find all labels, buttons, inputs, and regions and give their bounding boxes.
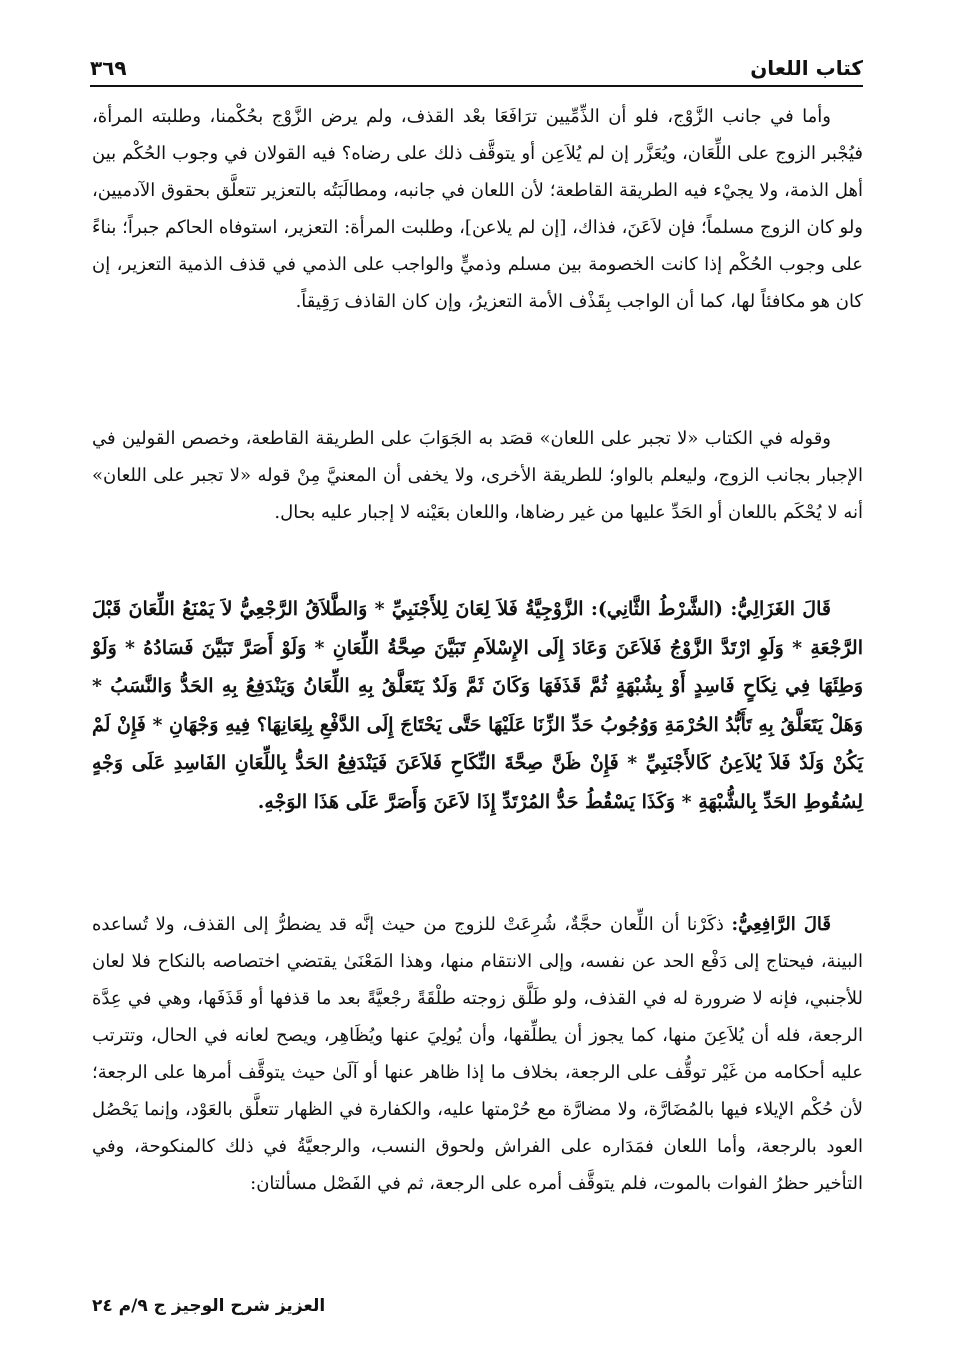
rafii-speaker-label: قَالَ الرَّافِعِيُّ:	[731, 914, 831, 935]
paragraph-1	[92, 98, 863, 398]
running-header	[90, 40, 863, 80]
paragraph-2-text: وقوله في الكتاب «لا تجبر على اللعان» قصَد به الجَوَابَ على الطريقة القاطعة، وخصص القولين في الإجبار بجانب الزوج، وليعلم بالواو؛ للطريقة الأخرى، ولا يخفى أن المعنيَّ مِنْ قوله «لا تجبر على اللعان» أنه لا يُحْكَم باللعان أو الحَدِّ عليها من غير رضاها، واللعان بعَيْنه لا إجبار عليه بحال.	[92, 428, 863, 523]
header-divider	[90, 85, 863, 87]
footer-signature: العزيز شرح الوجيز ج ٩/م ٢٤	[92, 1296, 326, 1316]
paragraph-2	[92, 420, 863, 580]
ghazali-speaker-label: قَالَ الغَزَالِيُّ:	[730, 598, 831, 620]
ghazali-matn-text: (الشَّرْطُ الثَّانِي): الزَّوْجِيَّةُ فَلاَ لِعَانَ لِلأَجْنَبِيِّ * وَالطَّلاَقُ الرَّجْعِيُّ لاَ يَمْنَعُ اللِّعَانَ قَبْلَ الرَّجْعَةِ * وَلَوِ ارْتَدَّ الزَّوْجُ فَلاَعَنَ وَعَادَ إِلَى الإِسْلاَمِ تَبَيَّنَ صِحَّةُ اللِّعَانِ * وَلَوْ أَصَرَّ تَبَيَّنَ فَسَادُهُ * وَلَوْ وَطِئَهَا فِي نِكَاحٍ فَاسِدٍ أَوْ بِشُبْهَةٍ ثُمَّ قَذَفَهَا وَكَانَ ثَمَّ وَلَدٌ يَتَعَلَّقُ بِهِ اللِّعَانُ وَيَنْدَفِعُ بِهِ الحَدُّ وَالنَّسَبُ * وَهَلْ يَتَعَلَّقُ بِهِ تَأَبُّدُ الحُرْمَةِ وَوُجُوبُ حَدِّ الزِّنَا عَلَيْهَا حَتَّى يَحْتَاجَ إِلَى الدَّفْعِ بِلِعَانِهَا؟ فِيهِ وَجْهَانِ * فَإِنْ لَمْ يَكُنْ وَلَدٌ فَلاَ يُلاَعِنُ كَالأَجْنَبِيِّ * فَإِنْ ظَنَّ صِحَّةَ النِّكَاحِ فَلاَعَنَ فَيَنْدَفِعُ الحَدُّ بِاللِّعَانِ الفَاسِدِ عَلَى وَجْهٍ لِسُقُوطِ الحَدِّ بِالشُّبْهَةِ * وَكَذَا يَسْقُطُ حَدُّ المُرْتَدِّ إِذَا لاَعَنَ وَأَصَرَّ عَلَى هَذَا الوَجْهِ.	[92, 598, 863, 813]
rafii-commentary-paragraph	[92, 906, 863, 1286]
paragraph-1-text: وأما في جانب الزَّوْج، فلو أن الذِّمِّيين ترَافَعَا بعْد القذف، ولم يرض الزَّوْج بحُكْمنا، وطلبته المرأة، فيُجْبر الزوج على اللِّعَان، ويُعَزَّر إن لم يُلاَعِن أو يتوقَّف ذلك على رضاه؟ فيه القولان في وجوب الحُكْم بين أهل الذمة، ولا يجيْء فيه الطريقة القاطعة؛ لأن اللعان في جانبه، ومطالَبَتُه بالتعزير تتعلَّق بحقوق الآدميين، ولو كان الزوج مسلماً؛ فإن لاَعَنَ، فذاك، [إن لم يلاعن]، وطلبت المرأة: التعزير، استوفاه الحاكم جبراً؛ بناءً على وجوب الحُكْم إذا كانت الخصومة بين مسلم وذميٍّ والواجب على الذمي في قذف الذمية التعزير، إن كان هو مكافئاً لها، كما أن الواجب بِقَذْف الأمة التعزيرُ، وإن كان القاذف رَقِيقاً.	[92, 106, 863, 312]
rafii-commentary-text: ذكَرْنا أن اللِّعان حجَّةٌ، شُرِعَتْ للزوج من حيث إنَّه قد يضطرُّ إلى القذف، ولا تُساعده البينة، فيحتاج إلى دَفْع الحد عن نفسه، وإلى الانتقام منها، وهذا المَعْنَىٰ يقتضي اختصاصه بالنكاح فلا لعان للأجنبي، فإنه لا ضرورة له في القذف، ولو طَلَّق زوجته طلْقَةً رجْعيَّةً بعد ما قذفها أو قَذَفَها، وهي في عِدَّة الرجعة، فله أن يُلاَعِنَ منها، كما يجوز أن يطلِّقها، وأن يُولِيَ عنها ويُظَاهِر، ويصح لعانه في الحال، وتترتب عليه أحكامه من غَيْر توقُّف على الرجعة، بخلاف ما إذا ظاهر عنها أو آلَىٰ حيث يتوقَّف أمرها على الرجعة؛ لأن حُكْم الإيلاء فيها بالمُضَارَّة، ولا مضارَّة مع حُرْمتها عليه، والكفارة في الظهار تتعلَّق بالعَوْد، وإنما يَحْصُل العود بالرجعة، وأما اللعان فمَدَاره على الفراش ولحوق النسب، والرجعيَّةُ في ذلك كالمنكوحة، وفي التأخير حظرُ الفوات بالموت، فلم يتوقَّف أمره على الرجعة، ثم في الفَصْل مسألتان:	[92, 914, 863, 1194]
chapter-title: كتاب اللعان	[750, 56, 863, 80]
page-number: ٣٦٩	[90, 56, 127, 80]
rafii-commentary	[92, 906, 863, 1202]
ghazali-matn-paragraph	[92, 590, 863, 890]
ghazali-matn	[92, 590, 863, 821]
